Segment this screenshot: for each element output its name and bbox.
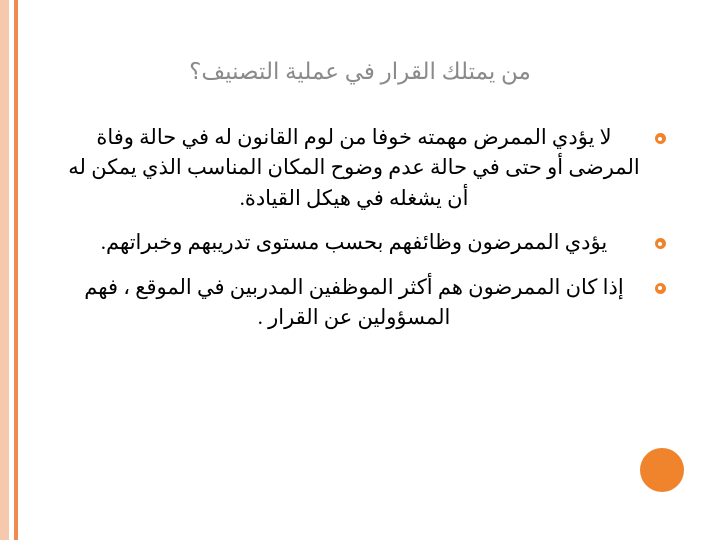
list-item-text: يؤدي الممرضون وظائفهم بحسب مستوى تدريبهم وخبراتهم. <box>100 230 608 255</box>
decorative-circle <box>640 448 684 492</box>
band-stripe-edge <box>18 0 26 540</box>
slide-title: من يمتلك القرار في عملية التصنيف؟ <box>189 59 531 84</box>
list-item <box>62 122 670 213</box>
decorative-edge-band <box>0 0 26 540</box>
band-stripe-outer <box>0 0 9 540</box>
bullet-dot-icon <box>655 133 666 144</box>
list-item-text: لا يؤدي الممرض مهمته خوفا من لوم القانون له في حالة وفاة المرضى أو حتى في حالة عدم وضوح المكان المناسب الذي يمكن له أن يشغله في هيكل القيادة. <box>68 125 640 210</box>
list-item <box>62 272 670 333</box>
bullet-dot-icon <box>655 283 666 294</box>
slide-body <box>62 122 670 347</box>
bullet-marker <box>650 122 670 149</box>
list-item-text: إذا كان الممرضون هم أكثر الموظفين المدربين في الموقع ، فهم المسؤولين عن القرار . <box>84 274 624 330</box>
bullet-marker <box>650 272 670 299</box>
list-item <box>62 227 670 257</box>
bullet-marker <box>650 227 670 254</box>
bullet-dot-icon <box>655 238 666 249</box>
